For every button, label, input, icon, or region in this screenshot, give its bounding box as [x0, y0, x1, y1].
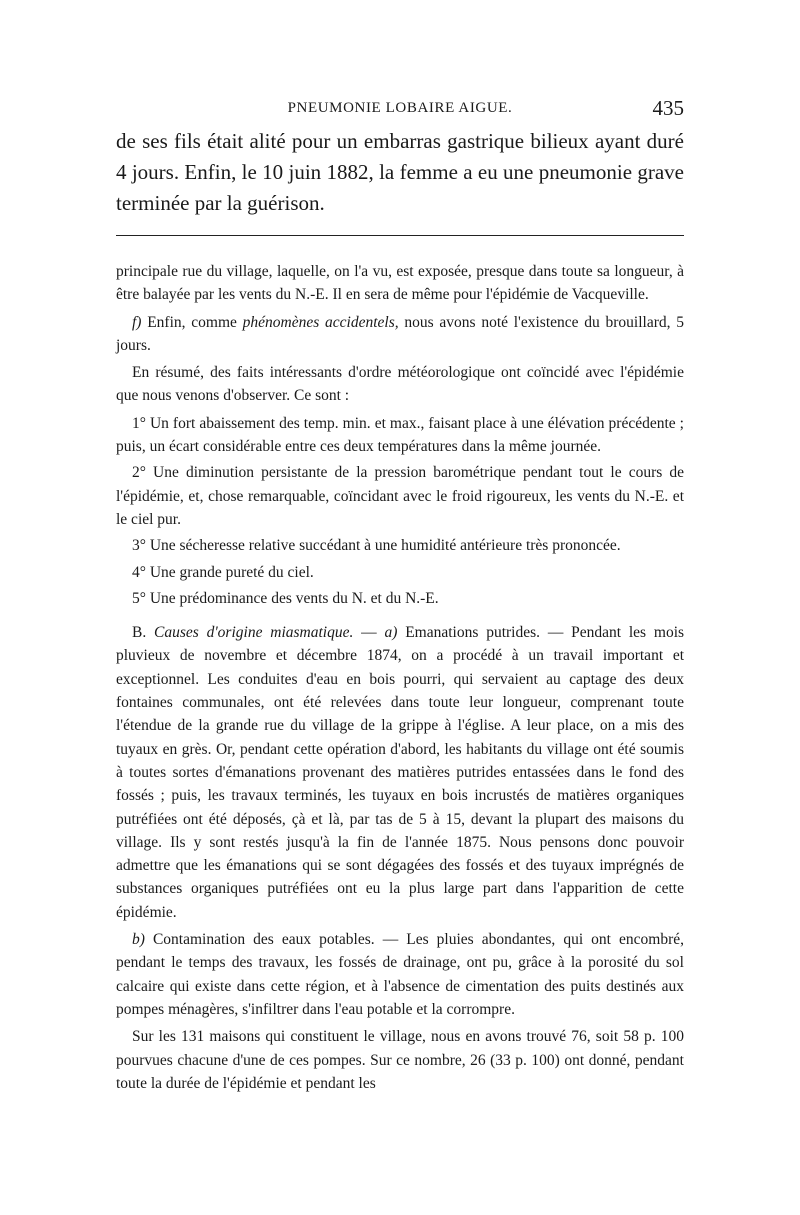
subsection-label: a): [384, 624, 398, 642]
running-header: [116, 96, 684, 124]
upper-paragraph: de ses fils était alité pour un embarras gastrique bilieux ayant duré 4 jours. Enfin, le 10 juin 1882, la femme a eu une pneumonie grave terminée par la guérison.: [116, 129, 684, 215]
paragraph-maisons: Sur les 131 maisons qui constituent le village, nous en avons trouvé 76, soit 58 p. 100 pourvues chacune d'une de ces pompes. Sur ce nombre, 26 (33 p. 100) ont donné, pendant toute la durée de l'épidémie et pendant les: [116, 1028, 684, 1092]
upper-text-block: [116, 126, 684, 219]
paragraph-brouillard: f) Enfin, comme phénomènes accidentels, nous avons noté l'existence du brouillard, 5 jours.: [116, 313, 685, 354]
italic-term: phénomènes accidentels,: [242, 313, 399, 331]
list-item: 3° Une sécheresse relative succédant à une humidité antérieure très prononcée.: [132, 537, 621, 555]
paragraph-label: f): [132, 313, 142, 331]
section-divider: [116, 235, 684, 236]
body-text: [116, 260, 684, 1095]
paragraph-miasmatique: B. Causes d'origine miasmatique. — a) Emanations putrides. — Pendant les mois pluvieux de novembre et décembre 1874, on a procédé à un travail important et exceptionnel. Les conduites d'eau en bois pourri, qui servaient au captage des deux fontaines communales, ont été relevées dans toute leur longueur, comprenant toute l'étendue de la grande rue du village de la grippe à l'église. A leur place, on a mis des tuyaux en grès. Or, pendant cette opération d'abord, les habitants du village ont été soumis à toutes sortes d'émanations provenant des matières putrides entassées dans le fond des fossés ; puis, les travaux terminés, les tuyaux en bois incrustés de matières organiques putréfiées ont été déposés, çà et là, par tas de 5 à 15, devant la plupart des maisons du village. Ils y sont restés jusqu'à la fin de l'année 1875. Nous pensons donc pouvoir admettre que les émanations qui se sont dégagées des fossés et des tuyaux imprégnés de substances organiques putréfiées ont eu la plus large part dans l'apparition de cette épidémie.: [116, 624, 685, 921]
subsection-label: b): [132, 931, 145, 949]
page-number: 435: [652, 96, 684, 120]
paragraph-resume: En résumé, des faits intéressants d'ordre météorologique ont coïncidé avec l'épidémie que nous venons d'observer. Ce sont :: [116, 364, 684, 405]
list-item: 2° Une diminution persistante de la pression barométrique pendant tout le cours de l'épidémie, et, chose remarquable, coïncidant avec le froid rigoureux, les vents du N.-E. et le ciel pur.: [116, 464, 684, 528]
list-item: 5° Une prédominance des vents du N. et du N.-E.: [132, 589, 439, 607]
section-label: B.: [132, 624, 147, 642]
page: [116, 96, 684, 1099]
paragraph-village: principale rue du village, laquelle, on l'a vu, est exposée, presque dans toute sa longueur, à être balayée par les vents du N.-E. Il en sera de même pour l'épidémie de Vacqueville.: [116, 263, 684, 304]
list-item: 1° Un fort abaissement des temp. min. et max., faisant place à une élévation précédente ; puis, un écart considérable entre ces deux températures dans la même journée.: [116, 414, 684, 456]
running-title: PNEUMONIE LOBAIRE AIGUE.: [287, 100, 513, 116]
list-item: 4° Une grande pureté du ciel.: [132, 563, 314, 581]
paragraph-contamination: b) Contamination des eaux potables. — Les pluies abondantes, qui ont encombré, pendant le temps des travaux, les fossés de drainage, ont pu, grâce à la porosité du sol calcaire qui existe dans cette région, et à l'absence de cimentation des puits destinés aux pompes ménagères, s'infiltrer dans l'eau potable et la corrompre.: [116, 931, 685, 1018]
section-heading: Causes d'origine miasmatique.: [154, 624, 354, 642]
